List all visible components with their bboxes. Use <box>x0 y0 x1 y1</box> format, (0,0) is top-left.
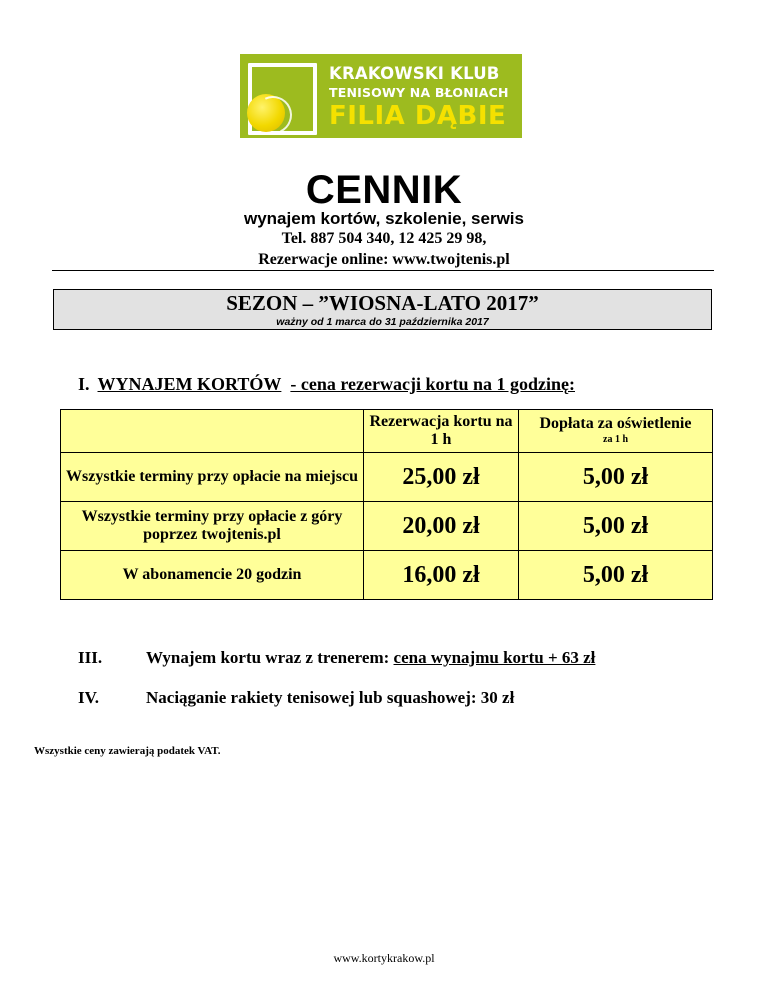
table-row <box>61 502 713 551</box>
table-row <box>61 551 713 600</box>
header-lighting <box>519 410 713 453</box>
section-1-heading <box>78 374 575 395</box>
header-lighting-label: Dopłata za oświetlenie <box>539 415 692 432</box>
row-price: 20,00 zł <box>364 502 519 551</box>
phone-numbers: Tel. 887 504 340, 12 425 29 98, <box>281 230 487 247</box>
page-subtitle: wynajem kortów, szkolenie, serwis <box>244 209 524 228</box>
section-3-text: Wynajem kortu wraz z trenerem: <box>146 648 390 667</box>
logo-line-1: KRAKOWSKI KLUB <box>329 64 500 83</box>
price-table <box>60 409 713 600</box>
table-row <box>61 453 713 502</box>
header-empty-cell <box>61 410 364 453</box>
logo-line-3: FILIA DĄBIE <box>329 101 507 131</box>
season-box <box>53 289 712 330</box>
row-light-price: 5,00 zł <box>519 453 713 502</box>
header-reservation <box>364 410 519 453</box>
row-price: 16,00 zł <box>364 551 519 600</box>
section-4 <box>78 688 514 708</box>
logo-line-2: TENISOWY NA BŁONIACH <box>329 85 509 100</box>
vat-note: Wszystkie ceny zawierają podatek VAT. <box>34 745 221 757</box>
section-1-suffix: - cena rezerwacji kortu na 1 godzinę: <box>290 374 575 394</box>
section-1-title: WYNAJEM KORTÓW <box>97 374 282 394</box>
section-1-number: I. <box>78 374 90 394</box>
section-3 <box>78 648 595 668</box>
header-reservation-label: Rezerwacja kortu na 1 h <box>369 413 513 448</box>
online-booking: Rezerwacje online: www.twojtenis.pl <box>258 251 510 268</box>
section-4-text: Naciąganie rakiety tenisowej lub squashowej: 30 zł <box>146 688 515 707</box>
section-3-price: cena wynajmu kortu + 63 zł <box>393 648 596 667</box>
page-title: CENNIK <box>305 168 463 212</box>
footer-url: www.kortykrakow.pl <box>333 951 435 965</box>
row-label: W abonamencie 20 godzin <box>61 551 364 600</box>
club-logo <box>240 54 522 138</box>
section-4-number: IV. <box>78 688 99 707</box>
row-light-price: 5,00 zł <box>519 551 713 600</box>
header-lighting-unit: za 1 h <box>603 434 628 445</box>
season-validity: ważny od 1 marca do 31 października 2017 <box>276 316 489 328</box>
row-light-price: 5,00 zł <box>519 502 713 551</box>
season-title: SEZON – ”WIOSNA-LATO 2017” <box>226 291 539 315</box>
table-header-row <box>61 410 713 453</box>
section-3-number: III. <box>78 648 103 667</box>
row-label: Wszystkie terminy przy opłacie z góry poprzez twojtenis.pl <box>61 502 364 551</box>
row-price: 25,00 zł <box>364 453 519 502</box>
row-label: Wszystkie terminy przy opłacie na miejscu <box>61 453 364 502</box>
header-divider <box>52 270 714 271</box>
